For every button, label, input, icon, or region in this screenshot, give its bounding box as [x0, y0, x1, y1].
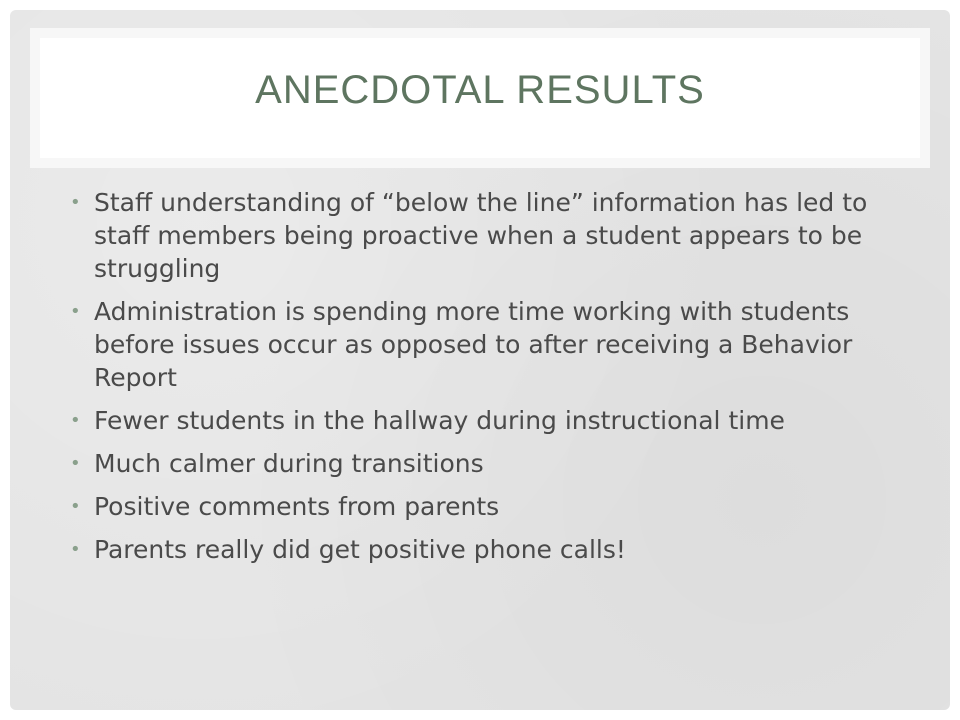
bullet-icon: • — [70, 496, 81, 517]
bullet-icon: • — [70, 192, 81, 213]
bullet-icon: • — [70, 453, 81, 474]
bullet-text: Administration is spending more time working with students before issues occur as opposed to after receiving a Behavior Report — [94, 297, 853, 392]
bullet-list — [68, 186, 908, 566]
bullet-item — [68, 447, 908, 480]
bullet-text: Fewer students in the hallway during instructional time — [94, 406, 785, 435]
bullet-item — [68, 186, 908, 285]
bullet-item — [68, 533, 908, 566]
bullet-item — [68, 295, 908, 394]
bullet-item — [68, 404, 908, 437]
bullet-text: Much calmer during transitions — [94, 449, 484, 478]
content-area — [68, 186, 908, 576]
bullet-text: Staff understanding of “below the line” information has led to staff members being proactive when a student appears to be struggling — [94, 188, 868, 283]
slide — [10, 10, 950, 710]
title-frame — [30, 28, 930, 168]
bullet-icon: • — [70, 301, 81, 322]
title-panel — [40, 38, 920, 158]
bullet-text: Parents really did get positive phone calls! — [94, 535, 626, 564]
bullet-text: Positive comments from parents — [94, 492, 500, 521]
slide-title: ANECDOTAL RESULTS — [255, 68, 705, 112]
bullet-icon: • — [70, 539, 81, 560]
bullet-icon: • — [70, 410, 81, 431]
bullet-item — [68, 490, 908, 523]
